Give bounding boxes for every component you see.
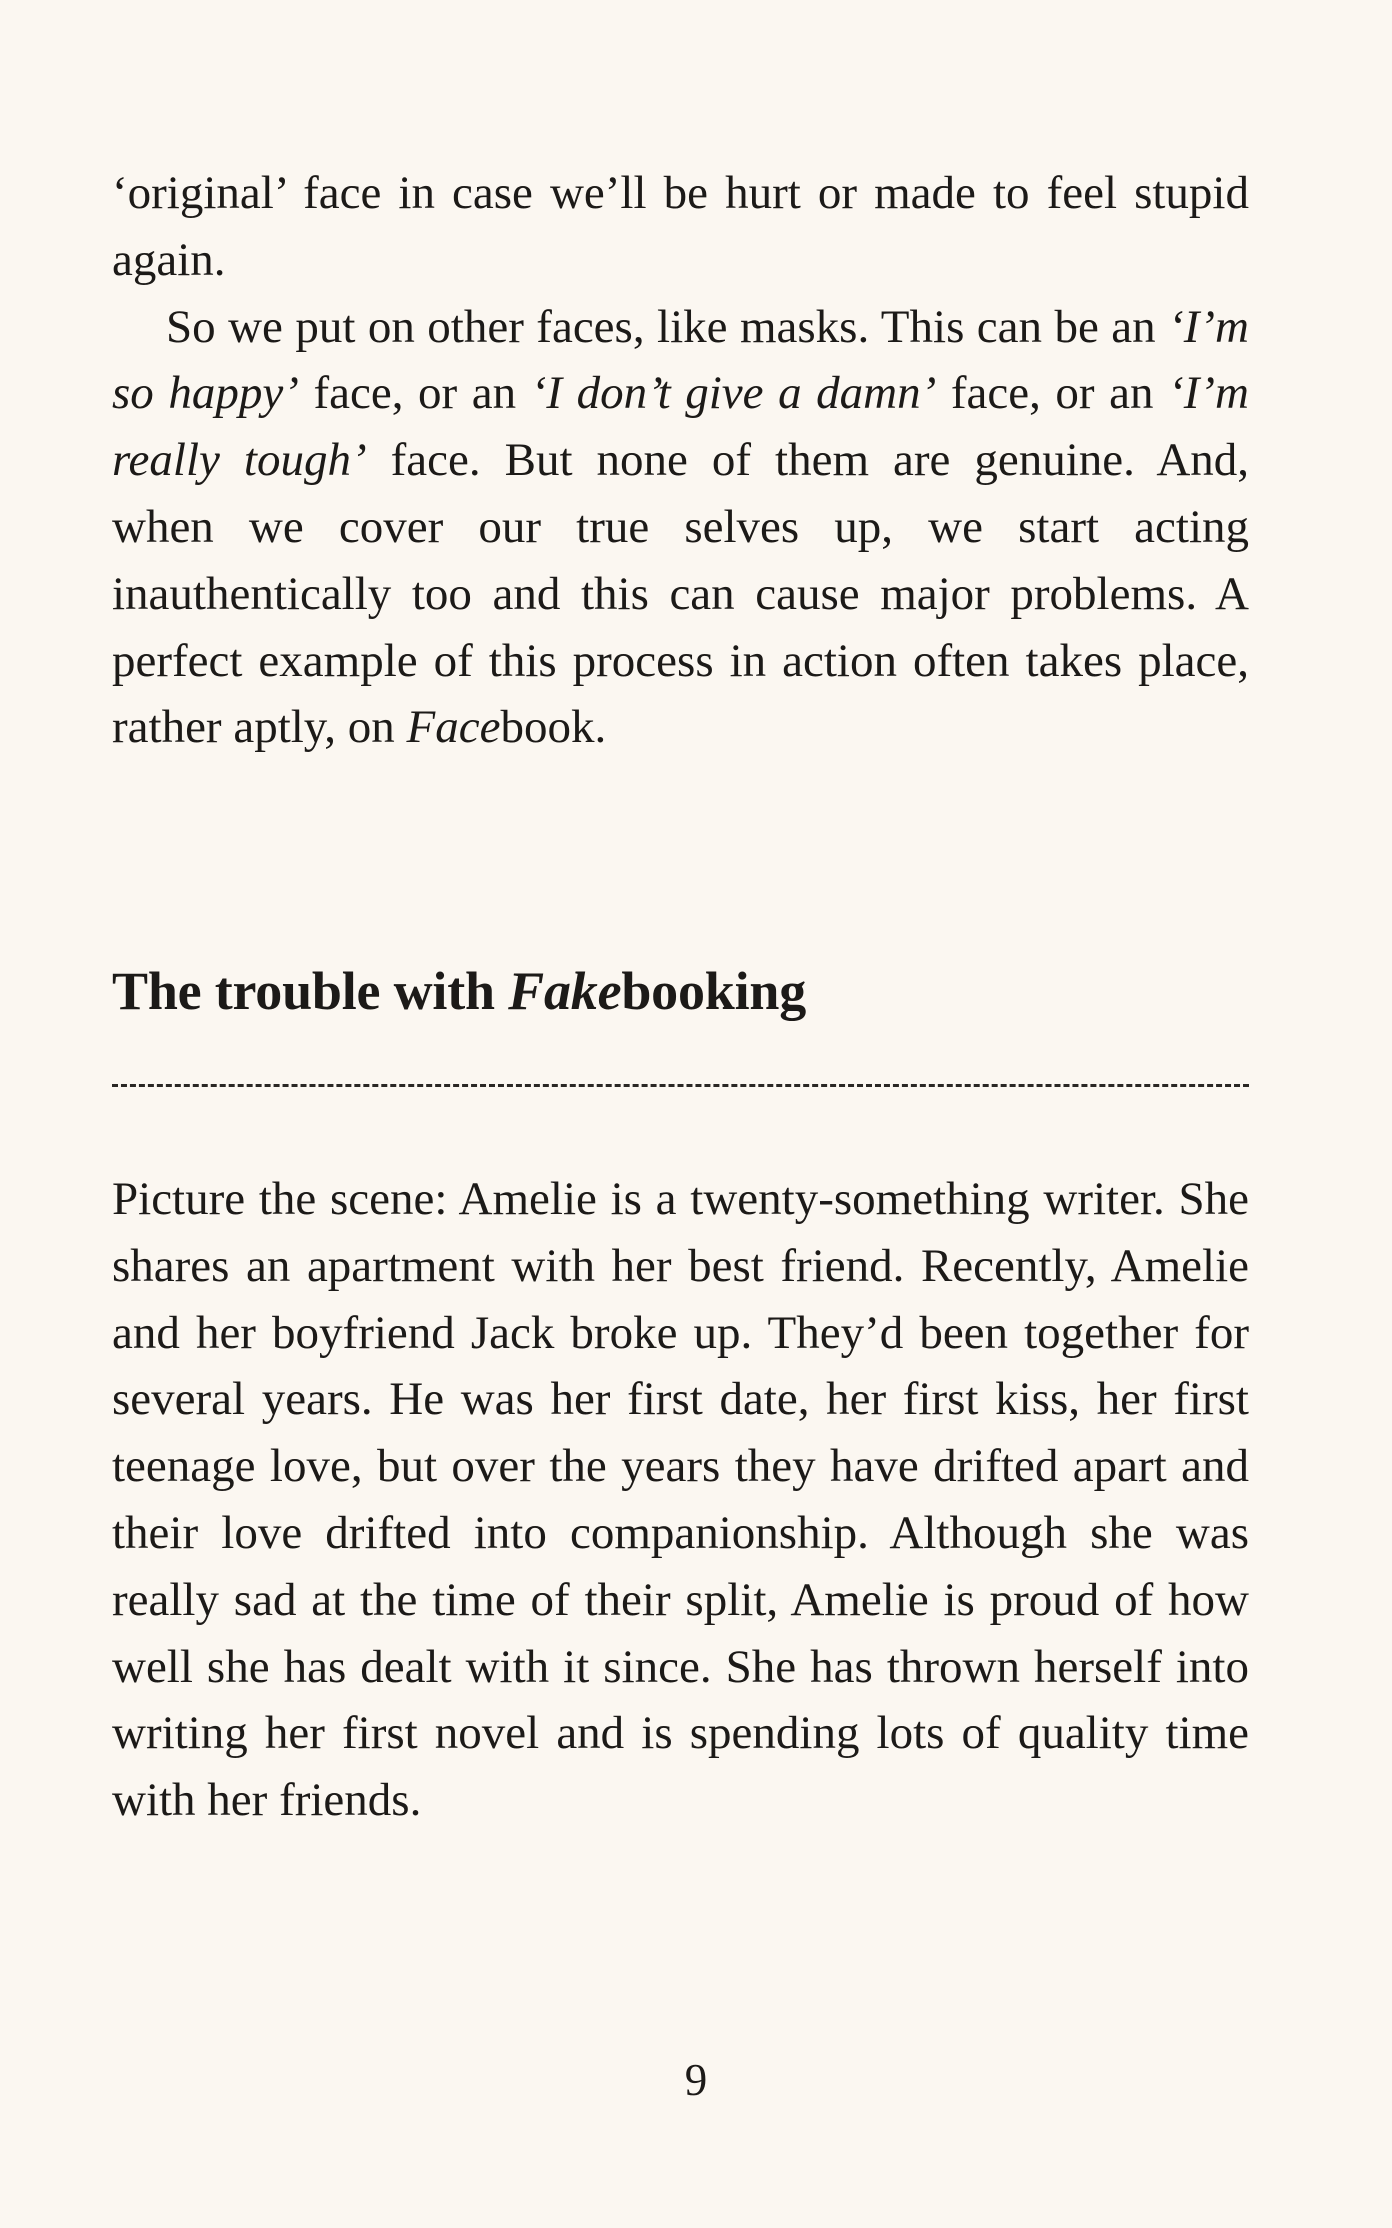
paragraph-continuation: ‘original’ face in case we’ll be hurt or made to feel stupid again. (112, 167, 1249, 286)
paragraph-masks-text-3: face, or an (936, 367, 1169, 420)
paragraph-masks-italic-tough: ‘I’m really tough’ (112, 367, 1249, 487)
section-heading-suffix: booking (621, 961, 807, 1021)
page-number: 9 (684, 2055, 708, 2105)
paragraph-amelie: Picture the scene: Amelie is a twenty-something writer. She shares an apartment with her best friend. Recently, Amelie and her boyfriend Jack broke up. They’d been together for several years. He was her first date, her first kiss, her first teenage love, but over the years they have drifted apart and their love drifted into companionship. Although she was really sad at the time of their split, Amelie is proud of how well she has dealt with it since. She has thrown herself into writing her first novel and is spending lots of quality time with her friends. (112, 1173, 1249, 1827)
paragraph-masks-text-4: face. But none of them are genuine. And, when we cover our true selves up, we start acting inauthentically too and this can cause major problems. A perfect example of this process in action often takes place, rather aptly, on (112, 434, 1250, 754)
paragraph-masks-text-5: book. (500, 701, 607, 754)
dashed-divider (112, 1084, 1249, 1087)
paragraph-masks-text-2: face, or an (298, 367, 531, 420)
paragraph-masks-italic-damn: ‘I don’t give a damn’ (530, 367, 937, 420)
section-heading (112, 956, 1249, 1026)
paragraph-masks-italic-happy: ‘I’m so happy’ (112, 300, 1249, 420)
paragraph-masks-text-1: So we put on other faces, like masks. This can be an (166, 300, 1169, 353)
section-heading-prefix: The trouble with (112, 961, 509, 1021)
section-heading-italic: Fake (508, 961, 622, 1021)
paragraph-masks-italic-face: Face (406, 701, 501, 754)
paragraph-masks (112, 294, 1249, 762)
